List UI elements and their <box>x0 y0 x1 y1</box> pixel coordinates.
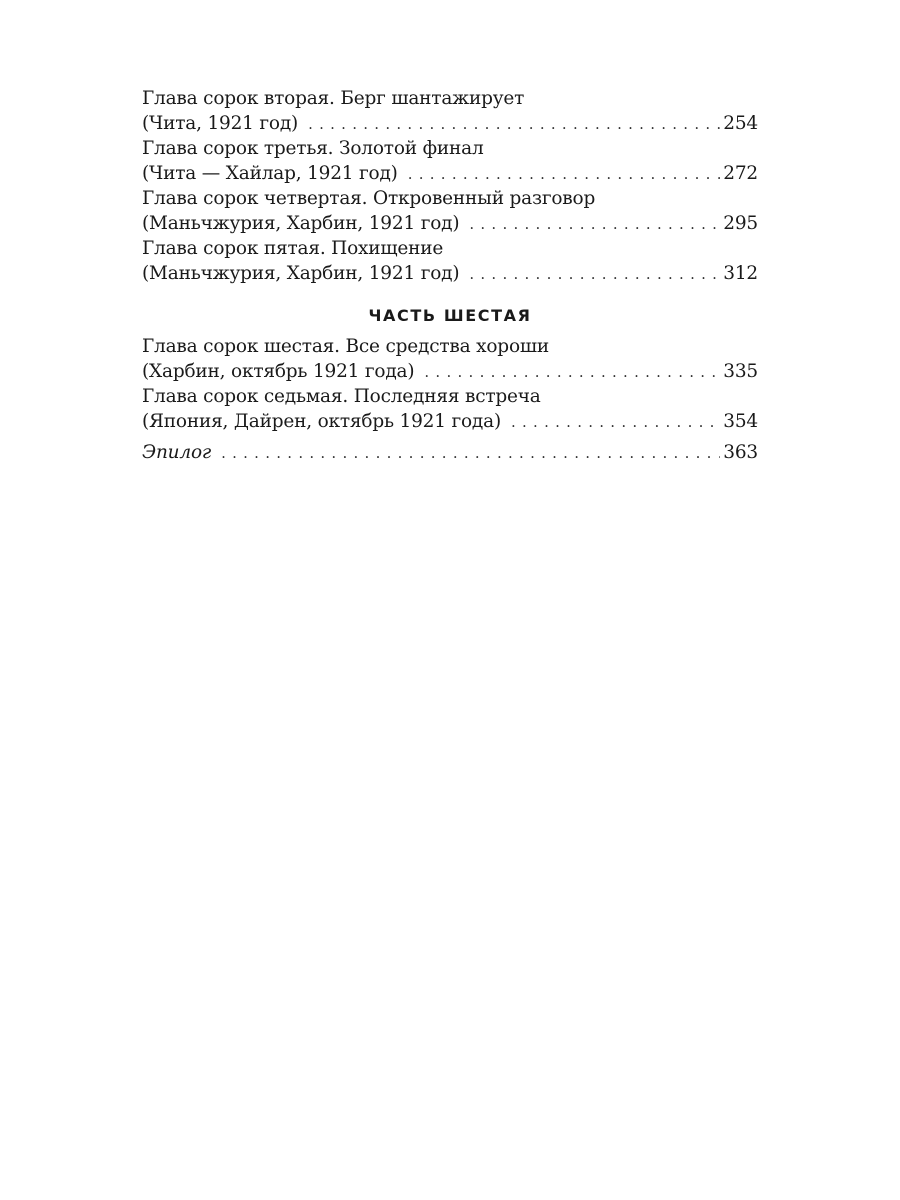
toc-entry-title-line <box>142 186 758 211</box>
toc-entry-title-line <box>142 86 758 111</box>
toc-entry-subtitle: (Чита — Хайлар, 1921 год) <box>142 163 398 184</box>
toc-entry-subtitle-line <box>142 211 758 236</box>
toc-entry-page-number: 312 <box>723 263 758 284</box>
dot-leader <box>221 441 720 466</box>
dot-leader <box>308 112 720 137</box>
dot-leader <box>469 262 720 287</box>
toc-entry-chapter-44[interactable] <box>142 186 758 236</box>
toc-entry-title-line <box>142 334 758 359</box>
toc-entry-title: Глава сорок пятая. Похищение <box>142 238 444 259</box>
toc-entry-chapter-47[interactable] <box>142 384 758 434</box>
toc-entry-title: Глава сорок вторая. Берг шантажирует <box>142 88 525 109</box>
toc-entry-subtitle: (Япония, Дайрен, октябрь 1921 года) <box>142 411 501 432</box>
toc-entry-subtitle-line <box>142 161 758 186</box>
dot-leader <box>408 162 721 187</box>
toc-entry-subtitle: (Харбин, октябрь 1921 года) <box>142 361 415 382</box>
toc-entry-page-number: 295 <box>723 213 758 234</box>
dot-leader <box>469 212 720 237</box>
toc-entry-epilog[interactable] <box>142 440 758 465</box>
toc-entry-subtitle-line <box>142 261 758 286</box>
toc-entry-title-line <box>142 236 758 261</box>
toc-entry-page-number: 363 <box>723 442 758 463</box>
toc-entry-title: Эпилог <box>142 442 212 463</box>
toc-entry-subtitle: (Маньчжурия, Харбин, 1921 год) <box>142 213 460 234</box>
table-of-contents <box>142 86 758 465</box>
toc-entry-title-line <box>142 384 758 409</box>
toc-entry-chapter-42[interactable] <box>142 86 758 136</box>
toc-entry-subtitle: (Чита, 1921 год) <box>142 113 299 134</box>
toc-entry-page-number: 254 <box>723 113 758 134</box>
dot-leader <box>511 410 720 435</box>
toc-entry-title-line <box>142 440 758 465</box>
toc-entry-subtitle-line <box>142 111 758 136</box>
toc-entry-title: Глава сорок четвертая. Откровенный разговор <box>142 188 596 209</box>
toc-entry-title: Глава сорок седьмая. Последняя встреча <box>142 386 541 407</box>
dot-leader <box>424 360 720 385</box>
toc-entry-page-number: 335 <box>723 361 758 382</box>
toc-entry-page-number: 272 <box>723 163 758 184</box>
toc-entry-subtitle-line <box>142 359 758 384</box>
toc-entry-title-line <box>142 136 758 161</box>
toc-entry-page-number: 354 <box>723 411 758 432</box>
toc-entry-subtitle-line <box>142 409 758 434</box>
toc-entry-title: Глава сорок третья. Золотой финал <box>142 138 484 159</box>
toc-entry-subtitle: (Маньчжурия, Харбин, 1921 год) <box>142 263 460 284</box>
part-heading: ЧАСТЬ ШЕСТАЯ <box>368 306 532 325</box>
toc-entry-chapter-46[interactable] <box>142 334 758 384</box>
toc-entry-chapter-45[interactable] <box>142 236 758 286</box>
toc-entry-title: Глава сорок шестая. Все средства хороши <box>142 336 550 357</box>
toc-entry-chapter-43[interactable] <box>142 136 758 186</box>
